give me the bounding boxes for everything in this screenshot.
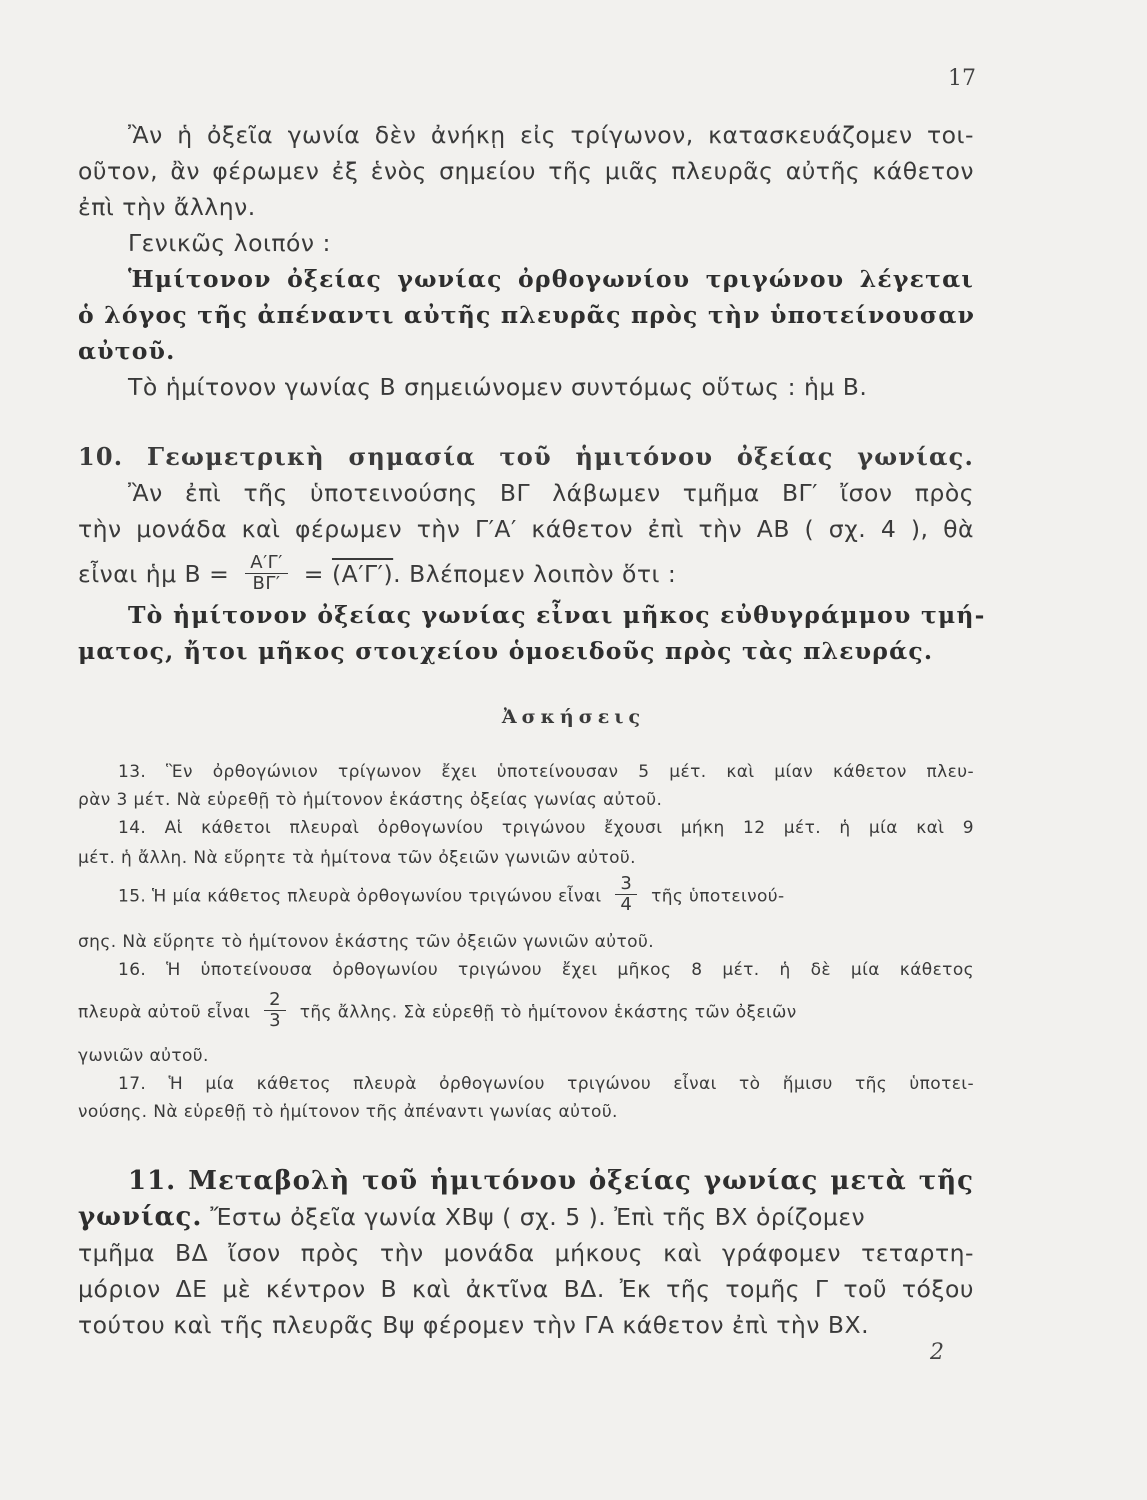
formula-equals: = bbox=[303, 560, 324, 588]
text-line: Ἂν ἡ ὀξεῖα γωνία δὲν ἀνήκῃ εἰς τρίγωνον, κατασκευάζομεν τοι- bbox=[128, 121, 974, 149]
fraction bbox=[264, 990, 286, 1031]
formula-prefix: εἶναι ἡμ Β = bbox=[78, 560, 230, 588]
exercise-line: 16. Ἡ ὑποτείνουσα ὀρθογωνίου τριγώνου ἔχει μῆκος 8 μέτ. ἡ δὲ μία κάθετος bbox=[118, 960, 974, 980]
exercise-text: τῆς ὑποτεινού- bbox=[651, 886, 785, 907]
notation-line: Τὸ ἡμίτονον γωνίας Β σημειώνομεν συντόμως οὕτως : ἡμ Β. bbox=[128, 373, 868, 401]
text-line bbox=[78, 1202, 974, 1232]
exercise-text: τῆς ἄλλης. Σὰ εὑρεθῇ τὸ ἡμίτονον ἑκάστης τῶν ὀξειῶν bbox=[299, 1002, 797, 1023]
text-line: οῦτον, ἂν φέρωμεν ἐξ ἑνὸς σημείου τῆς μιᾶς πλευρᾶς αὐτῆς κάθετον bbox=[78, 157, 974, 185]
text-line: τμῆμα ΒΔ ἴσον πρὸς τὴν μονάδα μήκους καὶ γράφομεν τεταρτη- bbox=[78, 1239, 974, 1267]
exercises-title: Ἀσκήσεις bbox=[501, 706, 646, 728]
exercise-line: γωνιῶν αὐτοῦ. bbox=[78, 1046, 209, 1066]
formula-line bbox=[78, 552, 974, 596]
text-line: Γενικῶς λοιπόν : bbox=[128, 229, 331, 257]
exercise-line: μέτ. ἡ ἄλλη. Νὰ εὕρητε τὰ ἡμίτονα τῶν ὀξειῶν γωνιῶν αὐτοῦ. bbox=[78, 848, 636, 868]
fraction-denominator: ΒΓ′ bbox=[252, 573, 281, 594]
fraction-denominator: 3 bbox=[269, 1010, 281, 1031]
formula-suffix: . Βλέπομεν λοιπὸν ὅτι : bbox=[393, 560, 677, 588]
fraction-numerator: 2 bbox=[264, 990, 286, 1011]
text-line: ἐπὶ τὴν ἄλλην. bbox=[78, 193, 256, 221]
theorem-line: ματος, ἤτοι μῆκος στοιχείου ὁμοειδοῦς πρὸς τὰς πλευράς. bbox=[78, 637, 934, 665]
exercise-line: σης. Νὰ εὕρητε τὸ ἡμίτονον ἑκάστης τῶν ὀξειῶν γωνιῶν αὐτοῦ. bbox=[78, 932, 654, 952]
exercise-line: 17. Ἡ μία κάθετος πλευρὰ ὀρθογωνίου τριγώνου εἶναι τὸ ἥμισυ τῆς ὑποτει- bbox=[118, 1074, 974, 1094]
section-heading: 11. Μεταβολὴ τοῦ ἡμιτόνου ὀξείας γωνίας μετὰ τῆς bbox=[128, 1166, 974, 1196]
text-span: Ἔστω ὀξεῖα γωνία ΧΒψ ( σχ. 5 ). Ἐπὶ τῆς ΒΧ ὁρίζομεν bbox=[210, 1203, 866, 1231]
exercise-text: 15. Ἡ μία κάθετος πλευρὰ ὀρθογωνίου τριγώνου εἶναι bbox=[118, 886, 602, 907]
exercise-line bbox=[118, 873, 974, 917]
exercise-line bbox=[78, 989, 974, 1033]
fraction bbox=[245, 553, 288, 594]
section-heading: 10. Γεωμετρικὴ σημασία τοῦ ἡμιτόνου ὀξείας γωνίας. bbox=[78, 442, 974, 471]
definition-line: αὐτοῦ. bbox=[78, 337, 176, 365]
text-line: τούτου καὶ τῆς πλευρᾶς Βψ φέρομεν τὴν ΓΑ κάθετον ἐπὶ τὴν ΒΧ. bbox=[78, 1311, 870, 1339]
definition-line: Ἡμίτονον ὀξείας γωνίας ὀρθογωνίου τριγώνου λέγεται bbox=[128, 265, 974, 293]
exercise-line: ρὰν 3 μέτ. Νὰ εὑρεθῇ τὸ ἡμίτονον ἑκάστης ὀξείας γωνίας αὐτοῦ. bbox=[78, 790, 663, 810]
page-number: 17 bbox=[948, 66, 976, 91]
exercise-text: πλευρὰ αὐτοῦ εἶναι bbox=[78, 1002, 251, 1023]
text-line: τὴν μονάδα καὶ φέρωμεν τὴν Γ′Α′ κάθετον ἐπὶ τὴν ΑΒ ( σχ. 4 ), θὰ bbox=[78, 515, 974, 543]
formula-segment: (Α′Γ′) bbox=[331, 560, 394, 588]
theorem-line: Τὸ ἡμίτονον ὀξείας γωνίας εἶναι μῆκος εὐθυγράμμου τμή- bbox=[128, 601, 986, 629]
exercise-line: 13. Ἓν ὀρθογώνιον τρίγωνον ἔχει ὑποτείνουσαν 5 μέτ. καὶ μίαν κάθετον πλευ- bbox=[118, 762, 974, 782]
fraction-numerator: 3 bbox=[615, 874, 637, 895]
definition-line: ὁ λόγος τῆς ἀπέναντι αὐτῆς πλευρᾶς πρὸς τὴν ὑποτείνουσαν bbox=[78, 301, 976, 329]
exercise-line: 14. Αἱ κάθετοι πλευραὶ ὀρθογωνίου τριγώνου ἔχουσι μήκη 12 μέτ. ἡ μία καὶ 9 bbox=[118, 818, 974, 838]
section-heading-end: γωνίας. bbox=[78, 1202, 203, 1232]
text-line: μόριον ΔΕ μὲ κέντρον Β καὶ ἀκτῖνα ΒΔ. Ἐκ τῆς τομῆς Γ τοῦ τόξου bbox=[78, 1275, 974, 1303]
signature-mark: 2 bbox=[930, 1340, 944, 1365]
text-line: Ἂν ἐπὶ τῆς ὑποτεινούσης ΒΓ λάβωμεν τμῆμα ΒΓ′ ἴσον πρὸς bbox=[128, 479, 974, 507]
exercise-line: νούσης. Νὰ εὑρεθῇ τὸ ἡμίτονον τῆς ἀπέναντι γωνίας αὐτοῦ. bbox=[78, 1102, 618, 1122]
fraction bbox=[615, 874, 637, 915]
fraction-denominator: 4 bbox=[620, 894, 633, 915]
fraction-numerator: Α′Γ′ bbox=[245, 553, 288, 574]
